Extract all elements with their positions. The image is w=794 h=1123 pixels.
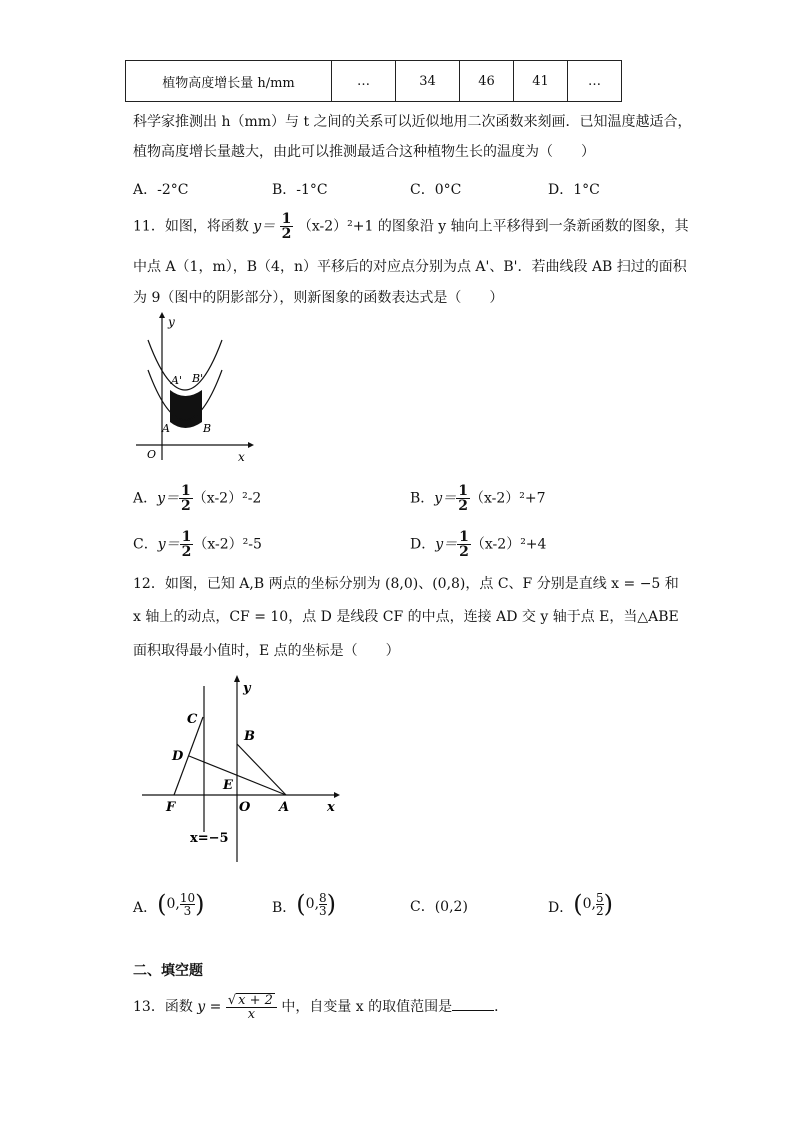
option-y: y＝ (157, 490, 180, 507)
frac-denominator: 2 (595, 903, 604, 918)
point-e-label: E (223, 778, 233, 793)
frac-numerator: 1 (181, 529, 192, 545)
q12-option-d (548, 890, 613, 918)
option-prefix: C． (133, 536, 158, 553)
option-rest: （x-2）²-5 (193, 536, 262, 553)
frac-denominator: 2 (181, 544, 192, 560)
point-a-label: A (162, 422, 170, 435)
coord-left: 0, (166, 896, 180, 912)
point-d-label: D (172, 749, 184, 764)
growth-table (125, 60, 622, 102)
point-b-prime-label: B' (192, 372, 204, 385)
axis-label-x: x (327, 800, 335, 815)
frac-numerator: √ x + 2 (227, 993, 273, 1008)
axis-label-y: y (168, 315, 175, 329)
q11-option-b (410, 484, 546, 513)
section-title: 二、填空题 (133, 963, 203, 979)
line-label: x=−5 (190, 831, 229, 846)
frac-denominator: 2 (458, 498, 468, 514)
coord-bracket: ( 0, $\frac{8}{3}$ ) (296, 890, 337, 918)
q12-line1: 12．如图，已知 A,B 两点的坐标分别为 (8,0)、(0,8)，点 C、F 分别是直线 x = −5 和 (133, 576, 679, 592)
sqrt-radicand: x + 2 (238, 993, 273, 1008)
q11-line3: 为 9（图中的阴影部分），则新图象的函数表达式是（ ） (133, 290, 504, 306)
q13-post: 中，自变量 x 的取值范围是 (281, 999, 453, 1015)
table-cell: 46 (460, 61, 514, 102)
frac-numerator: 8 (319, 890, 327, 905)
q12-option-b (272, 890, 336, 918)
option-y: y＝ (435, 536, 458, 553)
shaded-region (170, 390, 202, 428)
axis-label-y: y (243, 681, 251, 696)
option-rest: （x-2）²+4 (470, 536, 547, 553)
q12-line2: x 轴上的动点，CF = 10，点 D 是线段 CF 的中点，连接 AD 交 y 轴于点 E，当△ABE (133, 609, 679, 625)
origin-label: O (239, 800, 251, 815)
x-axis-arrow-icon (334, 792, 340, 798)
q11-figure (130, 310, 260, 470)
frac-denominator: 2 (181, 498, 191, 514)
table-cell: … (332, 61, 396, 102)
q12-line3: 面积取得最小值时，E 点的坐标是（ ） (133, 643, 400, 659)
x-axis-arrow-icon (248, 442, 254, 448)
y-axis-arrow-icon (234, 675, 240, 682)
coord-fraction (596, 892, 604, 917)
coord-fraction (319, 892, 327, 917)
option-rest: （x-2）²-2 (192, 490, 262, 507)
q11-post: （x-2）²+1 的图象沿 y 轴向上平移得到一条新函数的图象，其 (297, 218, 689, 235)
option-fraction (180, 530, 194, 559)
option-prefix: D． (548, 900, 574, 916)
q11-line1 (133, 212, 689, 241)
point-a-prime-label: A' (171, 374, 182, 387)
frac-denominator: x (226, 1007, 277, 1021)
option-y: y＝ (157, 536, 180, 553)
frac-numerator: 5 (595, 890, 604, 905)
point-c-label: C (187, 712, 198, 727)
frac-numerator: 10 (179, 890, 196, 905)
q10-option-a: A．-2°C (133, 182, 189, 198)
frac-denominator: 3 (319, 903, 327, 918)
q13-line (133, 993, 508, 1021)
q11-option-d (410, 530, 546, 559)
point-b-label: B (244, 729, 255, 744)
frac-numerator: 1 (459, 529, 469, 545)
q11-line2: 中点 A（1，m），B（4，n）平移后的对应点分别为点 A'、B'．若曲线段 AB 扫过的面积 (133, 259, 687, 275)
q10-option-d: D．1°C (548, 182, 600, 198)
option-prefix: B． (272, 900, 297, 916)
option-fraction (457, 530, 471, 559)
table-row (126, 61, 622, 102)
segment-ba (237, 744, 286, 795)
point-b-label: B (203, 422, 212, 435)
coord-text: (0,2) (434, 899, 468, 915)
coord-left: 0, (582, 896, 596, 912)
table-row-label: 植物高度增长量 h/mm (126, 61, 332, 102)
frac-numerator: 1 (281, 211, 292, 227)
axis-label-x: x (238, 450, 245, 464)
option-fraction (179, 484, 193, 513)
y-axis-arrow-icon (159, 312, 165, 318)
q11-option-c (133, 530, 262, 559)
point-f-label: F (166, 800, 176, 815)
q13-y: y = (197, 999, 222, 1015)
option-prefix: B． (410, 490, 435, 507)
coord-left: 0, (305, 896, 320, 912)
table-cell: … (568, 61, 622, 102)
coord-bracket: ( 0, $\frac{5}{2}$ ) (573, 890, 613, 918)
table-cell: 34 (396, 61, 460, 102)
option-fraction (456, 484, 470, 513)
q13-end: ． (494, 999, 509, 1015)
q13-pre: 13．函数 (133, 999, 193, 1015)
q11-y: y＝ (253, 218, 276, 235)
q11-option-a (133, 484, 261, 513)
origin-label: O (147, 448, 157, 461)
option-prefix: C． (410, 899, 435, 915)
q11-pre: 11．如图，将函数 (133, 218, 249, 235)
frac-numerator: 1 (181, 483, 191, 499)
frac-denominator: 2 (459, 544, 469, 560)
option-rest: （x-2）²+7 (469, 490, 546, 507)
answer-blank[interactable] (452, 1010, 494, 1011)
q12-figure (138, 672, 348, 867)
point-a-label: A (279, 800, 290, 815)
option-prefix: A． (133, 490, 158, 507)
frac-denominator: 3 (180, 904, 195, 917)
frac-denominator: 2 (281, 226, 292, 242)
table-cell: 41 (514, 61, 568, 102)
option-prefix: A． (133, 900, 158, 916)
q10-option-b: B．-1°C (272, 182, 328, 198)
frac-numerator: 1 (458, 483, 468, 499)
upper-parabola (148, 340, 222, 390)
option-prefix: D． (410, 536, 436, 553)
coord-fraction (180, 892, 195, 917)
q11-fraction (280, 212, 294, 241)
q12-option-a (133, 890, 205, 918)
q10-line2: 植物高度增长量越大，由此可以推测最适合这种植物生长的温度为（ ） (133, 144, 595, 160)
coord-bracket: ( 0, $\frac{10}{3}$ ) (157, 890, 205, 918)
q10-option-c: C．0°C (410, 182, 462, 198)
q12-option-c (410, 896, 468, 916)
option-y: y＝ (434, 490, 457, 507)
q10-line1: 科学家推测出 h（mm）与 t 之间的关系可以近似地用二次函数来刻画．已知温度越适合， (133, 114, 692, 130)
q13-fraction (226, 993, 277, 1021)
